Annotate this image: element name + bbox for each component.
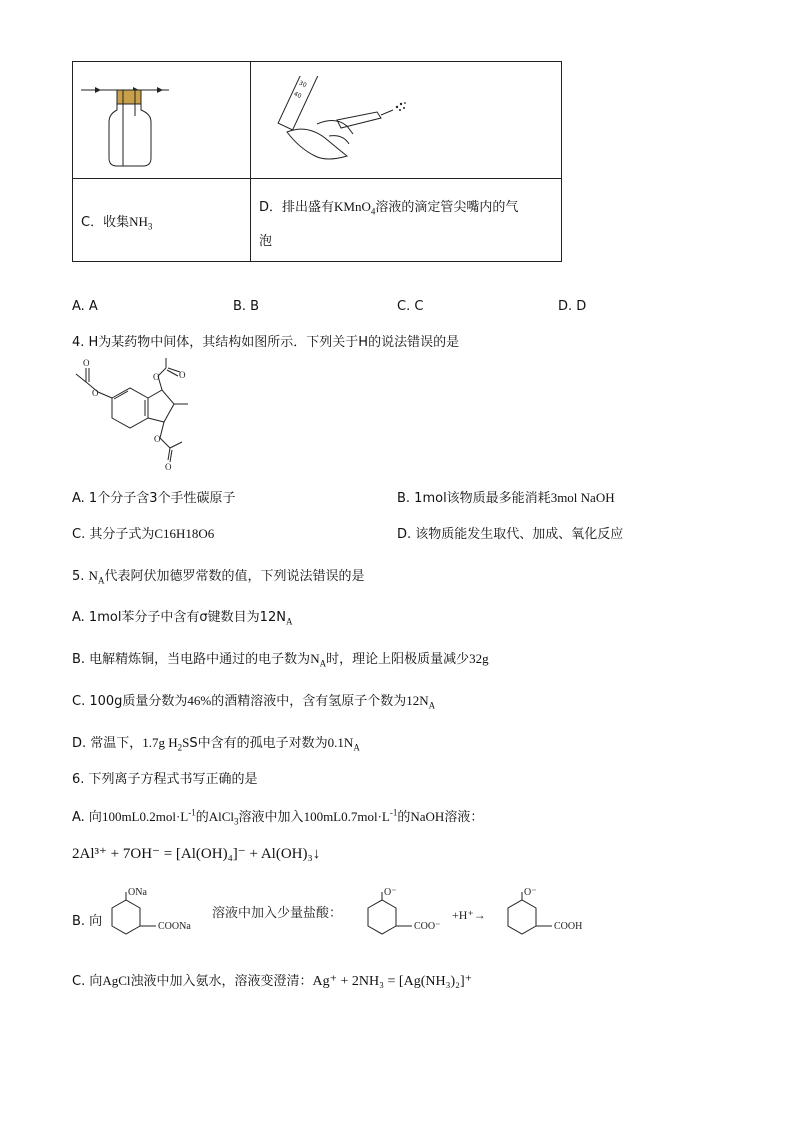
q4-b-text: B. 1mol该物质最多能消耗 [397, 491, 551, 506]
q5-na-sub: A [97, 575, 105, 586]
q4-stem: 4. H为某药物中间体，其结构如图所示．下列关于H的说法错误的是 [72, 335, 460, 350]
q5-b-text-2: 时，理论上阳极质量减少 [326, 652, 470, 667]
svg-text:O: O [165, 462, 172, 472]
q6-a-text-5: 溶液： [444, 810, 484, 825]
q4-option-a: A. 1个分子含3个手性碳原子 [72, 491, 236, 506]
option-d-sub: 4 [370, 206, 376, 217]
q6-a-exp-1: -1 [188, 807, 196, 818]
option-d-label-1: D．排出盛有 [259, 199, 335, 215]
q5-option-a [72, 606, 292, 625]
q5-num: 5. [72, 569, 85, 584]
q3-option-c: C. C [397, 299, 424, 314]
cooh-label: COOH [554, 921, 583, 932]
q5-c-text-1: C. 100g质量分数为 [72, 694, 188, 709]
q5-d-count: 0.1N [327, 735, 354, 750]
svg-text:O: O [154, 434, 161, 444]
q3-option-d: D. D [558, 299, 587, 314]
q6-b-label: B. 向 [72, 914, 103, 929]
q5-c-text-2: 的酒精溶液中，含有氢原子个数为 [211, 694, 407, 709]
q6-a-text-2: 的 [195, 810, 209, 825]
h-plus-arrow: +H⁺→ [452, 908, 486, 922]
option-d-formula: KMnO [334, 198, 371, 214]
q6-a-text-3: 溶液中加入 [238, 810, 304, 825]
option-c-label: C．收集 [81, 214, 130, 230]
q6-option-a: A. 向$100mL0.2mol\cdot L^{-1}$的AlCl$_3$溶液中加入$100mL0.7mol\cdot L^{-1}$的NaOH溶液： [72, 807, 484, 827]
q5-option-d: D. 常温下，1.7g $H_2SS$中含有的孤电子对数为$0.1N_A$ [72, 735, 360, 753]
cell-gas-bottle [73, 62, 251, 179]
q6-a-equation: 2Al³⁺ + 7OH⁻ = [Al(OH)₄]⁻ + Al(OH)₃↓ [72, 846, 321, 862]
q6-option-c [72, 970, 472, 990]
option-d-label-3: 泡 [259, 233, 273, 249]
q6-c-equation: Ag⁺ + 2NH₃ = [Ag(NH₃)₂]⁺ [312, 974, 473, 989]
svg-text:O: O [83, 358, 90, 368]
q5-b-na: N [310, 651, 320, 666]
q5-stem [72, 565, 364, 584]
q5-d-sub2: 2 [177, 742, 183, 753]
cell-option-c [73, 179, 251, 262]
q6-a-text-4: 的 [397, 810, 411, 825]
burette-hand-figure [277, 76, 427, 166]
q4-option-c [72, 523, 214, 542]
coona-label: COONa [158, 921, 191, 932]
q5-c-count: 12N [406, 693, 429, 708]
o-minus-label-2: O⁻ [524, 887, 537, 898]
option-d-label-2: 溶液的滴定管尖嘴内的气 [375, 199, 519, 215]
burette-tick-40: 40 [292, 90, 303, 101]
q5-d-text-1: D. 常温下， [72, 736, 143, 751]
q6-a-conc-1: 100mL0.2mol·L [101, 809, 189, 824]
q4-option-d: D. 该物质能发生取代、加成、氧化反应 [397, 527, 624, 542]
cell-option-d [251, 179, 562, 262]
option-c-formula: NH [129, 213, 148, 229]
q3-option-b: B. B [233, 299, 260, 314]
structure-h-figure [72, 356, 202, 476]
q5-a-sub: A [285, 616, 293, 627]
burette-tick-30: 30 [297, 79, 308, 90]
q6-a-alcl: AlCl [208, 809, 235, 824]
svg-text:O: O [153, 372, 160, 382]
q3-option-a: A. A [72, 299, 98, 314]
q5-d-mass: 1.7g H [142, 735, 178, 750]
q5-b-text-1: B. 电解精炼铜，当电路中通过的电子数为 [72, 652, 311, 667]
q5-a-text: A. 1mol苯分子中含有σ键数目为12N [72, 610, 286, 625]
svg-text:O: O [179, 370, 186, 380]
q5-c-sub: A [428, 700, 436, 711]
q4-option-b [397, 487, 615, 506]
q5-option-b [72, 648, 489, 667]
q6-a-exp-2: -1 [389, 807, 398, 818]
q6-a-naoh: NaOH [410, 809, 445, 824]
q5-d-sub: A [353, 742, 360, 753]
q4-c-text: C. 其分子式为 [72, 527, 155, 542]
gas-collecting-bottle-figure [81, 76, 231, 172]
q4-b-amount: 3mol NaOH [550, 490, 615, 505]
q5-option-c [72, 690, 435, 709]
q6-b-structures [100, 886, 720, 946]
apparatus-table [72, 61, 562, 262]
q5-c-percent: 46% [187, 693, 212, 708]
q5-b-mass: 32g [469, 651, 489, 666]
q6-b-text: 溶液中加入少量盐酸： [212, 906, 343, 921]
q6-c-text-1: C. 向 [72, 974, 103, 989]
q6-c-text-2: 浊液中加入氨水，溶液变澄清： [130, 974, 313, 989]
q6-a-text-1: A. 向 [72, 810, 102, 825]
svg-text:O: O [92, 388, 99, 398]
q6-c-agcl: AgCl [102, 973, 131, 988]
ona-label: ONa [128, 887, 147, 898]
coo-minus-label: COO⁻ [414, 921, 441, 932]
q5-na: N [88, 568, 98, 583]
cell-burette [251, 62, 562, 179]
q5-d-text-2: S中含有的孤电子对数为 [189, 736, 328, 751]
q5-b-na-sub: A [319, 658, 327, 669]
q5-stem-text: 代表阿伏加德罗常数的值，下列说法错误的是 [104, 569, 365, 584]
o-minus-label-1: O⁻ [384, 887, 397, 898]
q6-stem: 6. 下列离子方程式书写正确的是 [72, 772, 258, 787]
option-c-sub: 3 [147, 221, 153, 232]
q4-c-formula: C16H18O6 [154, 526, 215, 541]
q6-a-conc-2: 100mL0.7mol·L [303, 809, 390, 824]
